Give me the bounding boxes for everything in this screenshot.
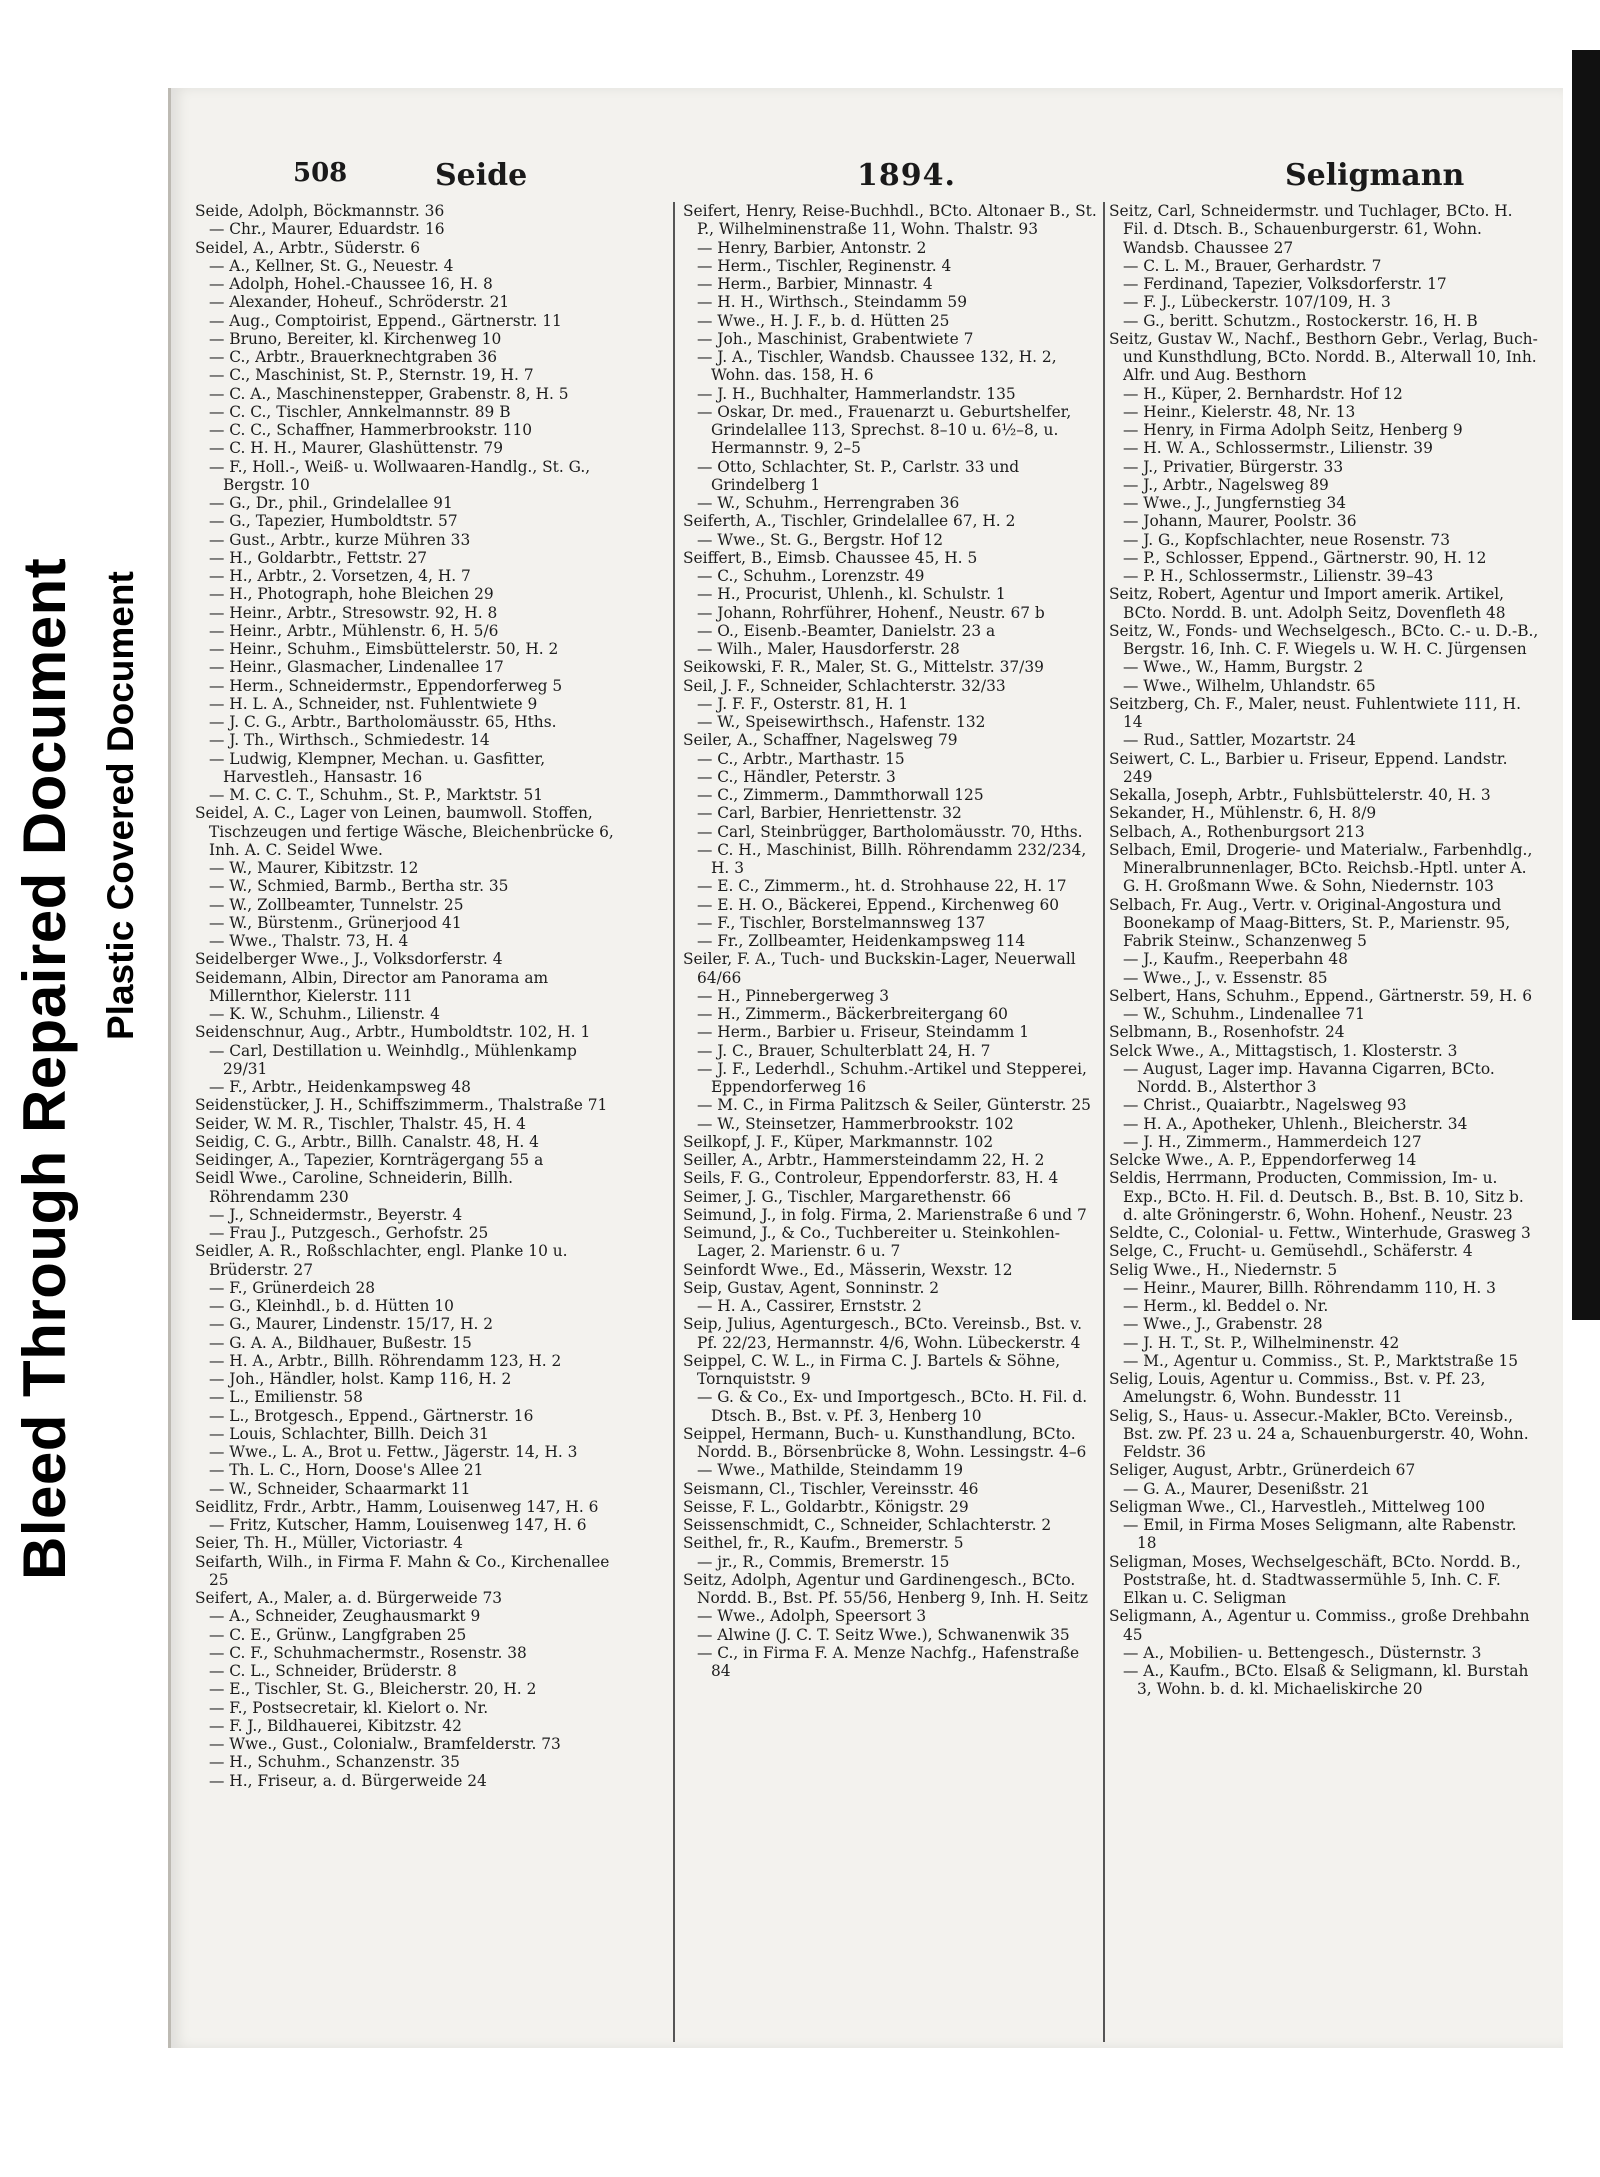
directory-entry: Seiwert, C. L., Barbier u. Friseur, Eppend. Landstr. 249 xyxy=(1109,749,1508,786)
directory-entry: — F., Holl.-, Weiß- u. Wollwaaren-Handlg., St. G., Bergstr. 10 xyxy=(209,457,591,494)
directory-entry: Sekander, H., Mühlenstr. 6, H. 8/9 xyxy=(1109,804,1377,823)
directory-entry: — H. L. A., Schneider, nst. Fuhlentwiete 9 xyxy=(209,694,538,713)
directory-entry: — H. A., Arbtr., Billh. Röhrendamm 123, H. 2 xyxy=(209,1351,562,1370)
directory-entry: — Heinr., Arbtr., Mühlenstr. 6, H. 5/6 xyxy=(209,621,499,640)
directory-entry: Seippel, C. W. L., in Firma C. J. Bartels & Söhne, Tornquiststr. 9 xyxy=(683,1351,1061,1388)
directory-entry: — Wwe., Thalstr. 73, H. 4 xyxy=(209,932,409,950)
directory-entry: — H., Arbtr., 2. Vorsetzen, 4, H. 7 xyxy=(209,567,471,585)
directory-entry: — H., Schuhm., Schanzenstr. 35 xyxy=(209,1753,460,1772)
directory-entry: Seide, Adolph, Böckmannstr. 36 xyxy=(195,202,445,220)
directory-entry: — Joh., Händler, holst. Kamp 116, H. 2 xyxy=(209,1370,512,1388)
directory-entry: — C., Arbtr., Marthastr. 15 xyxy=(697,749,905,768)
directory-entry: Seifert, Henry, Reise-Buchhdl., BCto. Altonaer B., St. P., Wilhelminenstraße 11, Wohn. Thalstr. 93 xyxy=(683,202,1097,239)
directory-entry: — G. A. A., Bildhauer, Bußestr. 15 xyxy=(209,1333,472,1352)
column-1 xyxy=(195,202,617,2102)
directory-entry: Seligmann, A., Agentur u. Commiss., große Drehbahn 45 xyxy=(1109,1607,1530,1644)
directory-entry: — Fritz, Kutscher, Hamm, Louisenweg 147, H. 6 xyxy=(209,1516,587,1534)
directory-entry: — F. J., Bildhauerei, Kibitzstr. 42 xyxy=(209,1716,462,1735)
column-3 xyxy=(1109,202,1539,2102)
directory-entry: — J. Th., Wirthsch., Schmiedestr. 14 xyxy=(209,731,490,750)
directory-entry: — Joh., Maschinist, Grabentwiete 7 xyxy=(697,329,974,348)
directory-entry: — Wwe., J., v. Essenstr. 85 xyxy=(1123,968,1328,987)
directory-entry: — F., Arbtr., Heidenkampsweg 48 xyxy=(209,1078,471,1096)
directory-entry: Seldis, Herrmann, Producten, Commission, Im- u. Exp., BCto. H. Fil. d. Deutsch. B., Bst. B. 10, Sitz b. d. alte Gröningerstr. 6, Wohn. Hohenf., Neustr. 23 xyxy=(1109,1169,1524,1224)
directory-entry: Seldte, C., Colonial- u. Fettw., Winterhude, Grasweg 3 xyxy=(1109,1224,1531,1242)
directory-entry: — C., in Firma F. A. Menze Nachfg., Hafenstraße 84 xyxy=(697,1643,1080,1680)
header-year: 1894. xyxy=(857,158,956,193)
directory-entry: — F., Postsecretair, kl. Kielort o. Nr. xyxy=(209,1698,489,1717)
directory-entry: — Fr., Zollbeamter, Heidenkampsweg 114 xyxy=(697,932,1026,950)
directory-entry: — G., Kleinhdl., b. d. Hütten 10 xyxy=(209,1297,454,1315)
directory-entry: — H., Friseur, a. d. Bürgerweide 24 xyxy=(209,1771,487,1790)
directory-entry: Seinfordt Wwe., Ed., Mässerin, Wexstr. 12 xyxy=(683,1260,1013,1279)
directory-entry: — Herm., kl. Beddel o. Nr. xyxy=(1123,1297,1329,1315)
directory-entry: — H., Procurist, Uhlenh., kl. Schulstr. 1 xyxy=(697,585,1006,604)
directory-entry: — Heinr., Maurer, Billh. Röhrendamm 110, H. 3 xyxy=(1123,1278,1496,1297)
directory-entry: — W., Zollbeamter, Tunnelstr. 25 xyxy=(209,895,464,914)
column-rule xyxy=(1103,202,1105,2042)
directory-entry: Selbach, A., Rothenburgsort 213 xyxy=(1109,822,1365,841)
directory-entry: — C., Arbtr., Brauerknechtgraben 36 xyxy=(209,348,498,366)
directory-entry: Seil, J. F., Schneider, Schlachterstr. 32/33 xyxy=(683,676,1006,695)
directory-entry: — Rud., Sattler, Mozartstr. 24 xyxy=(1123,731,1356,750)
directory-entry: — Christ., Quaiarbtr., Nagelsweg 93 xyxy=(1123,1096,1407,1115)
directory-entry: — C., Zimmerm., Dammthorwall 125 xyxy=(697,786,984,804)
directory-entry: Seikowski, F. R., Maler, St. G., Mittelstr. 37/39 xyxy=(683,658,1044,677)
directory-entry: Seidel, A. C., Lager von Leinen, baumwoll. Stoffen, Tischzeugen und fertige Wäsche, Bleichenbrücke 6, Inh. A. C. Seidel Wwe. xyxy=(195,804,614,859)
directory-entry: Seligman Wwe., Cl., Harvestleh., Mittelweg 100 xyxy=(1109,1497,1486,1516)
directory-entry: — W., Schmied, Barmb., Bertha str. 35 xyxy=(209,877,509,896)
directory-entry: Seitz, Carl, Schneidermstr. und Tuchlager, BCto. H. Fil. d. Dtsch. B., Schauenburgerstr. 61, Wohn. Wandsb. Chaussee 27 xyxy=(1109,202,1513,257)
directory-entry: — Ferdinand, Tapezier, Volksdorferstr. 17 xyxy=(1123,275,1447,293)
directory-entry: — Wwe., St. G., Bergstr. Hof 12 xyxy=(697,530,944,549)
directory-entry: — J. G., Kopfschlachter, neue Rosenstr. 73 xyxy=(1123,530,1450,549)
directory-entry: — C. E., Grünw., Langfgraben 25 xyxy=(209,1625,467,1644)
directory-entry: — E. H. O., Bäckerei, Eppend., Kirchenweg 60 xyxy=(697,895,1060,914)
directory-entry: — Heinr., Glasmacher, Lindenallee 17 xyxy=(209,658,504,677)
directory-entry: — C. L., Schneider, Brüderstr. 8 xyxy=(209,1662,457,1680)
directory-entry: — J. H., Buchhalter, Hammerlandstr. 135 xyxy=(697,384,1016,403)
directory-entry: — G., beritt. Schutzm., Rostockerstr. 16, H. B xyxy=(1123,311,1478,330)
directory-entry: — C. F., Schuhmachermstr., Rosenstr. 38 xyxy=(209,1643,527,1662)
directory-entry: — Ludwig, Klempner, Mechan. u. Gasfitter, Harvestleh., Hansastr. 16 xyxy=(209,749,546,786)
directory-entry: — J. A., Tischler, Wandsb. Chaussee 132, H. 2, Wohn. das. 158, H. 6 xyxy=(697,348,1057,385)
margin-label-sub: Plastic Covered Document xyxy=(100,571,141,1040)
directory-entry: — Herm., Tischler, Reginenstr. 4 xyxy=(697,256,952,275)
directory-entry: Seifarth, Wilh., in Firma F. Mahn & Co., Kirchenallee 25 xyxy=(195,1552,610,1589)
directory-entry: Seidlitz, Frdr., Arbtr., Hamm, Louisenweg 147, H. 6 xyxy=(195,1497,599,1516)
directory-entry: — K. W., Schuhm., Lilienstr. 4 xyxy=(209,1005,440,1023)
directory-entry: — Wwe., H. J. F., b. d. Hütten 25 xyxy=(697,311,950,330)
directory-entry: — J. H., Zimmerm., Hammerdeich 127 xyxy=(1123,1132,1422,1151)
directory-entry: — G. A., Maurer, Desenißstr. 21 xyxy=(1123,1479,1371,1498)
directory-entry: — L., Emilienstr. 58 xyxy=(209,1388,363,1407)
directory-entry: — G., Dr., phil., Grindelallee 91 xyxy=(209,494,453,512)
directory-entry: Seidinger, A., Tapezier, Kornträgergang 55 a xyxy=(195,1151,544,1169)
directory-entry: — A., Mobilien- u. Bettengesch., Düsternstr. 3 xyxy=(1123,1643,1482,1662)
directory-entry: Seidler, A. R., Roßschlachter, engl. Planke 10 u. Brüderstr. 27 xyxy=(195,1242,568,1279)
directory-entry: — Emil, in Firma Moses Seligmann, alte Rabenstr. 18 xyxy=(1123,1516,1517,1553)
directory-entry: — Th. L. C., Horn, Doose's Allee 21 xyxy=(209,1461,484,1480)
directory-entry: — C. A., Maschinenstepper, Grabenstr. 8, H. 5 xyxy=(209,384,569,403)
directory-entry: — H., Küper, 2. Bernhardstr. Hof 12 xyxy=(1123,384,1403,403)
directory-entry: Seilkopf, J. F., Küper, Markmannstr. 102 xyxy=(683,1132,994,1151)
directory-entry: Seiler, F. A., Tuch- und Buckskin-Lager, Neuerwall 64/66 xyxy=(683,950,1076,987)
directory-entry: — H., Zimmerm., Bäckerbreitergang 60 xyxy=(697,1005,1008,1023)
directory-entry: — J., Kaufm., Reeperbahn 48 xyxy=(1123,950,1348,969)
directory-entry: Selig Wwe., H., Niedernstr. 5 xyxy=(1109,1260,1338,1279)
directory-entry: Seifert, A., Maler, a. d. Bürgerweide 73 xyxy=(195,1589,503,1607)
directory-entry: Seitz, Adolph, Agentur und Gardinengesch., BCto. Nordd. B., Bst. Pf. 55/56, Henberg 9, Inh. H. Seitz xyxy=(683,1570,1089,1607)
directory-entry: — Oskar, Dr. med., Frauenarzt u. Geburtshelfer, Grindelallee 113, Sprechst. 8–10 u. 6½–8, u. Hermannstr. 9, 2–5 xyxy=(697,402,1072,458)
scan-edge-bar xyxy=(1572,50,1600,1320)
directory-entry: — Adolph, Hohel.-Chaussee 16, H. 8 xyxy=(209,275,493,293)
directory-entry: — Carl, Barbier, Henriettenstr. 32 xyxy=(697,804,962,823)
directory-entry: — H., Goldarbtr., Fettstr. 27 xyxy=(209,548,428,567)
directory-entry: — Wwe., Wilhelm, Uhlandstr. 65 xyxy=(1123,676,1376,695)
directory-entry: Seils, F. G., Controleur, Eppendorferstr. 83, H. 4 xyxy=(683,1169,1059,1188)
directory-entry: — J. C. G., Arbtr., Bartholomäusstr. 65, Hths. xyxy=(209,713,557,731)
directory-entry: — G., Maurer, Lindenstr. 15/17, H. 2 xyxy=(209,1315,494,1334)
directory-entry: — O., Eisenb.-Beamter, Danielstr. 23 a xyxy=(697,621,996,640)
directory-entry: Seippel, Hermann, Buch- u. Kunsthandlung, BCto. Nordd. B., Börsenbrücke 8, Wohn. Lessingstr. 4–6 xyxy=(683,1424,1087,1461)
directory-entry: Selge, C., Frucht- u. Gemüsehdl., Schäferstr. 4 xyxy=(1109,1242,1473,1261)
directory-entry: — M. C. C. T., Schuhm., St. P., Marktstr. 51 xyxy=(209,786,544,804)
directory-entry: — Louis, Schlachter, Billh. Deich 31 xyxy=(209,1424,489,1443)
directory-entry: Seisse, F. L., Goldarbtr., Königstr. 29 xyxy=(683,1497,969,1516)
directory-entry: — A., Kaufm., BCto. Elsaß & Seligmann, kl. Burstah 3, Wohn. b. d. kl. Michaeliskirche 20 xyxy=(1123,1662,1529,1699)
directory-entry: — Herm., Barbier, Minnastr. 4 xyxy=(697,275,933,293)
directory-entry: — M. C., in Firma Palitzsch & Seiler, Günterstr. 25 xyxy=(697,1096,1091,1115)
directory-entry: — Heinr., Schuhm., Eimsbüttelerstr. 50, H. 2 xyxy=(209,640,559,658)
directory-entry: — F., Tischler, Borstelmannsweg 137 xyxy=(697,913,986,932)
directory-entry: — J., Arbtr., Nagelsweg 89 xyxy=(1123,475,1329,494)
directory-entry: — Wwe., L. A., Brot u. Fettw., Jägerstr. 14, H. 3 xyxy=(209,1443,578,1461)
directory-entry: Selbmann, B., Rosenhofstr. 24 xyxy=(1109,1023,1345,1042)
directory-entry: Seidel, A., Arbtr., Süderstr. 6 xyxy=(195,238,420,257)
directory-entry: — Wwe., W., Hamm, Burgstr. 2 xyxy=(1123,658,1364,677)
directory-page xyxy=(168,88,1563,2048)
directory-entry: Seidl Wwe., Caroline, Schneiderin, Billh. Röhrendamm 230 xyxy=(195,1169,514,1206)
directory-entry: — W., Schuhm., Herrengraben 36 xyxy=(697,494,960,512)
directory-entry: Seiler, A., Schaffner, Nagelsweg 79 xyxy=(683,731,958,750)
directory-entry: Sekalla, Joseph, Arbtr., Fuhlsbüttelerstr. 40, H. 3 xyxy=(1109,786,1491,804)
directory-entry: Selbach, Fr. Aug., Vertr. v. Original-Angostura und Boonekamp of Maag-Bitters, St. P., Marienstr. 95, Fabrik Steinw., Schanzenweg 5 xyxy=(1109,895,1511,950)
directory-entry: Seissenschmidt, C., Schneider, Schlachterstr. 2 xyxy=(683,1516,1052,1534)
directory-entry: Seidelberger Wwe., J., Volksdorferstr. 4 xyxy=(195,950,503,969)
directory-entry: — F. J., Lübeckerstr. 107/109, H. 3 xyxy=(1123,293,1391,312)
column-2 xyxy=(683,202,1103,2102)
directory-entry: — C. C., Tischler, Annkelmannstr. 89 B xyxy=(209,402,511,421)
directory-entry: Seiffert, B., Eimsb. Chaussee 45, H. 5 xyxy=(683,548,978,567)
directory-entry: — Carl, Steinbrügger, Bartholomäusstr. 70, Hths. xyxy=(697,822,1083,841)
directory-entry: — Chr., Maurer, Eduardstr. 16 xyxy=(209,220,445,239)
page-header xyxy=(171,158,1563,202)
directory-entry: — W., Bürstenm., Grünerjood 41 xyxy=(209,913,462,932)
directory-entry: Seier, Th. H., Müller, Victoriastr. 4 xyxy=(195,1534,463,1553)
directory-entry: Seitz, Robert, Agentur und Import amerik. Artikel, BCto. Nordd. B. unt. Adolph Seitz, Dovenfleth 48 xyxy=(1109,585,1506,622)
directory-entry: — Alwine (J. C. T. Seitz Wwe.), Schwanenwik 35 xyxy=(697,1625,1070,1644)
directory-entry: Seithel, fr., R., Kaufm., Bremerstr. 5 xyxy=(683,1534,964,1553)
directory-entry: Seiller, A., Arbtr., Hammersteindamm 22, H. 2 xyxy=(683,1151,1045,1169)
directory-entry: Seitz, Gustav W., Nachf., Besthorn Gebr., Verlag, Buch- und Kunsthdlung, BCto. Nordd. B., Alterwall 10, Inh. Alfr. und Aug. Besthorn xyxy=(1109,329,1538,385)
directory-entry: — A., Schneider, Zeughausmarkt 9 xyxy=(209,1607,481,1626)
directory-entry: Seidenstücker, J. H., Schiffszimmerm., Thalstraße 71 xyxy=(195,1096,608,1115)
directory-entry: — G., Tapezier, Humboldtstr. 57 xyxy=(209,512,458,531)
directory-entry: — H., Pinnebergerweg 3 xyxy=(697,986,890,1005)
directory-entry: Seidemann, Albin, Director am Panorama am Millernthor, Kielerstr. 111 xyxy=(195,968,549,1005)
directory-entry: Seliger, August, Arbtr., Grünerdeich 67 xyxy=(1109,1461,1416,1480)
directory-entry: — J. H. T., St. P., Wilhelminenstr. 42 xyxy=(1123,1333,1400,1352)
directory-entry: — H., Photograph, hohe Bleichen 29 xyxy=(209,585,494,604)
directory-entry: Selig, Louis, Agentur u. Commiss., Bst. v. Pf. 23, Amelungstr. 6, Wohn. Bundesstr. 11 xyxy=(1109,1370,1486,1407)
directory-entry: Selig, S., Haus- u. Assecur.-Makler, BCto. Vereinsb., Bst. zw. Pf. 23 u. 24 a, Schauenburgerstr. 40, Wohn. Feldstr. 36 xyxy=(1109,1406,1529,1461)
directory-entry: — L., Brotgesch., Eppend., Gärtnerstr. 16 xyxy=(209,1406,534,1425)
directory-entry: Selck Wwe., A., Mittagstisch, 1. Klosterstr. 3 xyxy=(1109,1041,1458,1060)
directory-entry: — Henry, in Firma Adolph Seitz, Henberg 9 xyxy=(1123,421,1463,439)
directory-entry: — H. A., Apotheker, Uhlenh., Bleicherstr. 34 xyxy=(1123,1114,1468,1133)
directory-entry: — Wwe., J., Jungfernstieg 34 xyxy=(1123,494,1347,512)
directory-entry: — Aug., Comptoirist, Eppend., Gärtnerstr. 11 xyxy=(209,311,562,330)
directory-entry: — jr., R., Commis, Bremerstr. 15 xyxy=(697,1552,950,1571)
directory-entry: Selbert, Hans, Schuhm., Eppend., Gärtnerstr. 59, H. 6 xyxy=(1109,986,1533,1005)
directory-entry: Seligman, Moses, Wechselgeschäft, BCto. Nordd. B., Poststraße, ht. d. Stadtwassermühle 5, Inh. C. F. Elkan u. C. Seligman xyxy=(1109,1552,1521,1607)
directory-entry: — C., Schuhm., Lorenzstr. 49 xyxy=(697,567,925,585)
directory-entry: — Carl, Destillation u. Weinhdlg., Mühlenkamp 29/31 xyxy=(209,1041,577,1078)
directory-entry: — C. L. M., Brauer, Gerhardstr. 7 xyxy=(1123,256,1382,275)
header-left-keyword: Seide xyxy=(435,158,528,193)
directory-entry: — H. W. A., Schlossermstr., Lilienstr. 39 xyxy=(1123,439,1433,458)
directory-entry: Seimund, J., & Co., Tuchbereiter u. Steinkohlen-Lager, 2. Marienstr. 6 u. 7 xyxy=(683,1224,1060,1261)
directory-entry: — Herm., Barbier u. Friseur, Steindamm 1 xyxy=(697,1023,1030,1042)
directory-entry: — Frau J., Putzgesch., Gerhofstr. 25 xyxy=(209,1224,489,1242)
column-rule xyxy=(673,202,675,2042)
directory-entry: — Gust., Arbtr., kurze Mühren 33 xyxy=(209,530,471,549)
directory-entry: Seidig, C. G., Arbtr., Billh. Canalstr. 48, H. 4 xyxy=(195,1132,539,1151)
directory-entry: — Wwe., Adolph, Speersort 3 xyxy=(697,1607,927,1626)
directory-entry: — W., Speisewirthsch., Hafenstr. 132 xyxy=(697,713,986,731)
directory-entry: — P. H., Schlossermstr., Lilienstr. 39–43 xyxy=(1123,567,1434,585)
directory-entry: — Alexander, Hoheuf., Schröderstr. 21 xyxy=(209,293,510,312)
directory-entry: Seider, W. M. R., Tischler, Thalstr. 45, H. 4 xyxy=(195,1114,526,1133)
directory-entry: Seiferth, A., Tischler, Grindelallee 67, H. 2 xyxy=(683,512,1016,531)
directory-entry: — J. F., Lederhdl., Schuhm.-Artikel und Stepperei, Eppendorferweg 16 xyxy=(697,1059,1087,1096)
directory-entry: Seimer, J. G., Tischler, Margarethenstr. 66 xyxy=(683,1187,1012,1206)
directory-entry: — C. H. H., Maurer, Glashüttenstr. 79 xyxy=(209,439,503,458)
directory-entry: — Bruno, Bereiter, kl. Kirchenweg 10 xyxy=(209,329,502,348)
directory-entry: — E., Tischler, St. G., Bleicherstr. 20, H. 2 xyxy=(209,1680,537,1699)
directory-entry: — F., Grünerdeich 28 xyxy=(209,1278,376,1297)
directory-entry: — Heinr., Arbtr., Stresowstr. 92, H. 8 xyxy=(209,603,498,622)
directory-entry: — C. H., Maschinist, Billh. Röhrendamm 232/234, H. 3 xyxy=(697,840,1087,877)
directory-entry: Seitzberg, Ch. F., Maler, neust. Fuhlentwiete 111, H. 14 xyxy=(1109,694,1521,731)
directory-entry: — C., Händler, Peterstr. 3 xyxy=(697,767,896,786)
directory-entry: — W., Schneider, Schaarmarkt 11 xyxy=(209,1479,471,1498)
directory-entry: Seitz, W., Fonds- und Wechselgesch., BCto. C.- u. D.-B., Bergstr. 16, Inh. C. F. Wiegels u. W. H. C. Jürgensen xyxy=(1109,621,1539,658)
directory-entry: — Johann, Rohrführer, Hohenf., Neustr. 67 b xyxy=(697,603,1045,622)
header-right-keyword: Seligmann xyxy=(1285,158,1465,193)
directory-entry: Seimund, J., in folg. Firma, 2. Marienstraße 6 und 7 xyxy=(683,1205,1087,1224)
directory-entry: — C., Maschinist, St. P., Sternstr. 19, H. 7 xyxy=(209,366,534,385)
directory-entry: — Otto, Schlachter, St. P., Carlstr. 33 und Grindelberg 1 xyxy=(697,457,1020,494)
directory-entry: — Wwe., J., Grabenstr. 28 xyxy=(1123,1315,1323,1334)
directory-entry: — J., Schneidermstr., Beyerstr. 4 xyxy=(209,1205,463,1224)
directory-entry: — E. C., Zimmerm., ht. d. Strohhause 22, H. 17 xyxy=(697,877,1067,896)
directory-entry: Seidenschnur, Aug., Arbtr., Humboldtstr. 102, H. 1 xyxy=(195,1023,591,1042)
page-number: 508 xyxy=(293,158,348,188)
directory-entry: — Wilh., Maler, Hausdorferstr. 28 xyxy=(697,640,960,658)
directory-entry: Selcke Wwe., A. P., Eppendorferweg 14 xyxy=(1109,1151,1417,1169)
directory-entry: Seip, Julius, Agenturgesch., BCto. Vereinsb., Bst. v. Pf. 22/23, Hermannstr. 4/6, Wohn. Lübeckerstr. 4 xyxy=(683,1315,1083,1352)
directory-entry: Seismann, Cl., Tischler, Vereinsstr. 46 xyxy=(683,1479,979,1498)
directory-entry: — P., Schlosser, Eppend., Gärtnerstr. 90, H. 12 xyxy=(1123,548,1487,567)
margin-label-main: Bleed Through Repaired Document xyxy=(11,557,78,1580)
directory-entry: — J., Privatier, Bürgerstr. 33 xyxy=(1123,457,1344,476)
directory-entry: — Heinr., Kielerstr. 48, Nr. 13 xyxy=(1123,402,1356,421)
directory-entry: — H. H., Wirthsch., Steindamm 59 xyxy=(697,293,967,312)
directory-entry: — A., Kellner, St. G., Neuestr. 4 xyxy=(209,256,454,275)
directory-entry: Selbach, Emil, Drogerie- und Materialw., Farbenhdlg., Mineralbrunnenlager, BCto. Reichsb.-Hptl. unter A. G. H. Großmann Wwe. & Sohn, Niedernstr. 103 xyxy=(1109,840,1533,896)
directory-entry: — W., Steinsetzer, Hammerbrookstr. 102 xyxy=(697,1114,1014,1133)
directory-entry: — Henry, Barbier, Antonstr. 2 xyxy=(697,238,927,257)
directory-entry: — J. F. F., Osterstr. 81, H. 1 xyxy=(697,694,909,713)
directory-entry: — Wwe., Gust., Colonialw., Bramfelderstr. 73 xyxy=(209,1735,561,1753)
directory-entry: — C. C., Schaffner, Hammerbrookstr. 110 xyxy=(209,421,533,439)
directory-entry: — Johann, Maurer, Poolstr. 36 xyxy=(1123,512,1357,531)
directory-entry: — August, Lager imp. Havanna Cigarren, BCto. Nordd. B., Alsterthor 3 xyxy=(1123,1059,1495,1096)
directory-entry: — Wwe., Mathilde, Steindamm 19 xyxy=(697,1461,964,1480)
directory-entry: Seip, Gustav, Agent, Sonninstr. 2 xyxy=(683,1278,940,1297)
directory-entry: — W., Schuhm., Lindenallee 71 xyxy=(1123,1005,1365,1023)
directory-entry: — J. C., Brauer, Schulterblatt 24, H. 7 xyxy=(697,1041,991,1060)
directory-entry: — Herm., Schneidermstr., Eppendorferweg 5 xyxy=(209,676,563,695)
directory-entry: — W., Maurer, Kibitzstr. 12 xyxy=(209,859,419,877)
directory-entry: — G. & Co., Ex- und Importgesch., BCto. H. Fil. d. Dtsch. B., Bst. v. Pf. 3, Henberg 10 xyxy=(697,1388,1088,1425)
directory-entry: — M., Agentur u. Commiss., St. P., Marktstraße 15 xyxy=(1123,1351,1519,1370)
directory-entry: — H. A., Cassirer, Ernststr. 2 xyxy=(697,1297,922,1315)
